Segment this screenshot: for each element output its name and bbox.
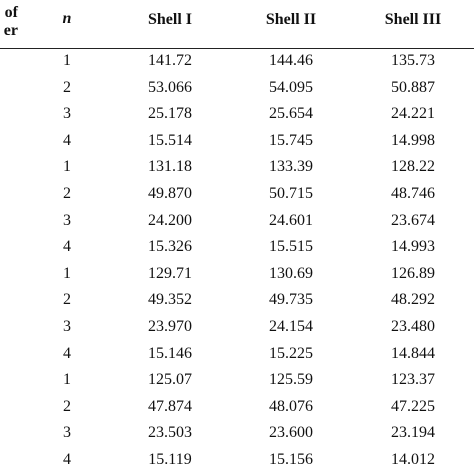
table-row bbox=[0, 314, 474, 341]
shell-2-cell: 15.515 bbox=[269, 238, 313, 256]
n-header: n bbox=[62, 10, 72, 27]
table-row bbox=[0, 128, 474, 155]
shell-3-cell: 48.746 bbox=[391, 184, 435, 202]
n-cell: 2 bbox=[63, 291, 71, 309]
shell-1-cell: 53.066 bbox=[148, 78, 192, 96]
n-cell: 1 bbox=[63, 264, 71, 282]
table-row bbox=[0, 287, 474, 314]
n-cell: 3 bbox=[63, 424, 71, 442]
stub-header-line1: of bbox=[4, 4, 18, 21]
shell-1-cell: 15.146 bbox=[148, 344, 192, 362]
shell-3-cell: 14.993 bbox=[391, 238, 435, 256]
shell-3-cell: 14.844 bbox=[391, 344, 435, 362]
shell-1-cell: 129.71 bbox=[148, 264, 192, 282]
n-cell: 3 bbox=[63, 211, 71, 229]
shell-2-cell: 130.69 bbox=[269, 264, 313, 282]
table-row bbox=[0, 447, 474, 474]
shell-2-cell: 15.225 bbox=[269, 344, 313, 362]
shell-1-cell: 49.870 bbox=[148, 184, 192, 202]
shell-2-cell: 48.076 bbox=[269, 397, 313, 415]
table-body bbox=[0, 48, 474, 474]
shell-1-cell: 25.178 bbox=[148, 105, 192, 123]
shell-3-cell: 126.89 bbox=[391, 264, 435, 282]
shell-3-cell: 14.998 bbox=[391, 131, 435, 149]
table-row bbox=[0, 75, 474, 102]
table-header bbox=[0, 0, 474, 48]
table-row bbox=[0, 181, 474, 208]
shell-3-cell: 135.73 bbox=[391, 52, 435, 69]
shell-1-cell: 23.503 bbox=[148, 424, 192, 442]
shell-3-cell: 128.22 bbox=[391, 158, 435, 176]
table-row bbox=[0, 394, 474, 421]
shell-1-cell: 23.970 bbox=[148, 317, 192, 335]
table-row bbox=[0, 101, 474, 128]
table-row bbox=[0, 208, 474, 235]
shell-3-cell: 47.225 bbox=[391, 397, 435, 415]
shell-2-cell: 25.654 bbox=[269, 105, 313, 123]
shell-3-cell: 23.194 bbox=[391, 424, 435, 442]
shell-2-cell: 50.715 bbox=[269, 184, 313, 202]
n-cell: 1 bbox=[63, 158, 71, 176]
shell-2-cell: 24.601 bbox=[269, 211, 313, 229]
shell-2-cell: 125.59 bbox=[269, 371, 313, 389]
shell-3-cell: 23.674 bbox=[391, 211, 435, 229]
shell-2-header: Shell II bbox=[265, 11, 317, 28]
table-row bbox=[0, 420, 474, 447]
table-row bbox=[0, 261, 474, 288]
table-row bbox=[0, 234, 474, 261]
shell-1-cell: 47.874 bbox=[148, 397, 192, 415]
n-cell: 4 bbox=[63, 131, 71, 149]
n-cell: 4 bbox=[63, 450, 71, 468]
n-cell: 2 bbox=[63, 78, 71, 96]
n-cell: 4 bbox=[63, 344, 71, 362]
shell-3-cell: 24.221 bbox=[391, 105, 435, 123]
shell-3-header: Shell III bbox=[384, 11, 442, 28]
shell-3-cell: 48.292 bbox=[391, 291, 435, 309]
shell-2-cell: 49.735 bbox=[269, 291, 313, 309]
n-cell: 4 bbox=[63, 238, 71, 256]
table-row bbox=[0, 154, 474, 181]
shell-3-cell: 50.887 bbox=[391, 78, 435, 96]
shell-2-cell: 15.156 bbox=[269, 450, 313, 468]
n-cell: 3 bbox=[63, 317, 71, 335]
shell-1-cell: 49.352 bbox=[148, 291, 192, 309]
shell-2-cell: 54.095 bbox=[269, 78, 313, 96]
shell-1-cell: 15.326 bbox=[148, 238, 192, 256]
shell-2-cell: 24.154 bbox=[269, 317, 313, 335]
shell-2-cell: 144.46 bbox=[269, 52, 313, 69]
table-row bbox=[0, 341, 474, 368]
table-row bbox=[0, 48, 474, 75]
shell-3-cell: 23.480 bbox=[391, 317, 435, 335]
shell-3-cell: 14.012 bbox=[391, 450, 435, 468]
shell-2-cell: 15.745 bbox=[269, 131, 313, 149]
shell-1-cell: 15.514 bbox=[148, 131, 192, 149]
table-row bbox=[0, 367, 474, 394]
shell-1-cell: 141.72 bbox=[148, 52, 192, 69]
shell-3-cell: 123.37 bbox=[391, 371, 435, 389]
shell-1-header: Shell I bbox=[147, 11, 192, 28]
shell-1-cell: 24.200 bbox=[148, 211, 192, 229]
n-cell: 1 bbox=[63, 371, 71, 389]
shell-2-cell: 133.39 bbox=[269, 158, 313, 176]
shell-2-cell: 23.600 bbox=[269, 424, 313, 442]
n-cell: 3 bbox=[63, 105, 71, 123]
n-cell: 2 bbox=[63, 397, 71, 415]
n-cell: 2 bbox=[63, 184, 71, 202]
n-cell: 1 bbox=[63, 52, 71, 69]
shell-1-cell: 131.18 bbox=[148, 158, 192, 176]
stub-header-line2: er bbox=[3, 22, 18, 39]
shell-1-cell: 125.07 bbox=[148, 371, 192, 389]
shell-1-cell: 15.119 bbox=[148, 450, 192, 468]
stub-header bbox=[0, 4, 18, 40]
